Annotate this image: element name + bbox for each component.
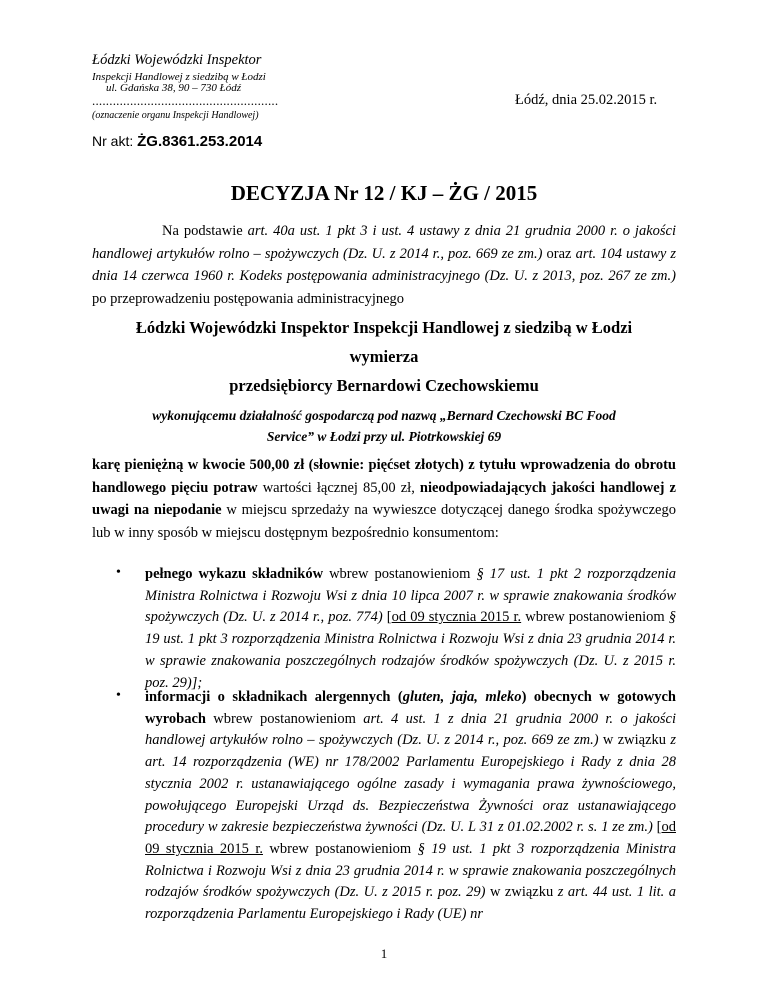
signature-dots: ...................................................... [92, 93, 279, 108]
item-law: art. 4 ust. 1 z dnia 21 grudnia 2000 r. o jakości handlowej artykułów rolno – spożywczych (Dz. U. z 2014 r., poz. 669 ze zm.) [145, 710, 676, 749]
case-number [92, 133, 262, 150]
page-number: 1 [380, 946, 388, 961]
authority-name: Łódzki Wojewódzki Inspektor [92, 52, 262, 68]
item-law: z art. 44 ust. 1 lit. a rozporządzenia Parlamentu Europejskiego i Rady (UE) nr [145, 884, 676, 923]
item-heading: pełnego wykazu składników [145, 566, 324, 582]
item-law: § 19 ust. 1 pkt 3 rozporządzenia Ministra Rolnictwa i Rozwoju Wsi z dnia 23 grudnia 2014 r. w sprawie znakowania poszczególnych rodzajów środków spożywczych (Dz. U. z 2015 r. poz. 29) [145, 840, 676, 901]
intro-law-2: art. 104 ustawy z dnia 14 czerwca 1960 r. Kodeks postępowania administracyjnego (Dz. U. z 2013, poz. 267 ze zm.) [92, 245, 677, 284]
item-allergens: gluten, jaja, mleko [402, 689, 522, 705]
item-date: od 09 stycznia 2015 r. [145, 819, 676, 857]
bullet-icon: • [116, 688, 121, 703]
item-text: wbrew postanowieniom [262, 840, 418, 857]
penalty-amount: karę pieniężną w kwocie 500,00 zł (słownie: pięćset złotych) z tytułu wprowadzenia do obrotu handlowego pięciu potraw [92, 457, 676, 496]
intro-text: oraz [542, 245, 576, 262]
item-heading: informacji o składnikach alergennych ( [145, 689, 403, 705]
item-heading: ) obecnych w gotowych wyrobach [145, 689, 676, 727]
case-number-value: ŻG.8361.253.2014 [137, 133, 263, 150]
item-text: w związku [598, 732, 671, 749]
intro-text: Na podstawie [162, 223, 248, 239]
list-item [145, 687, 676, 926]
recipient-heading: przedsiębiorcy Bernardowi Czechowskiemu [229, 376, 539, 395]
item-text: wbrew postanowieniom [323, 566, 477, 582]
list-item [145, 564, 676, 694]
organ-note: (oznaczenie organu Inspekcji Handlowej) [92, 110, 259, 121]
document-date: Łódź, dnia 25.02.2015 r. [515, 92, 658, 108]
case-number-label: Nr akt: [92, 133, 134, 149]
authority-subtitle: Inspekcji Handlowej z siedzibą w Łodzi [92, 71, 266, 83]
bullet-icon: • [116, 565, 121, 580]
item-law: z art. 14 rozporządzenia (WE) nr 178/2002 Parlamentu Europejskiego i Rady z dnia 28 stycznia 2002 r. ustanawiającego ogólne zasady i wymagania prawa żywnościowego, powołującego Europejski Urząd ds. Bezpieczeństwa Żywności oraz ustanawiającego procedury w zakresie bezpieczeństwa żywności (Dz. U. L 31 z 01.02.2002 r. s. 1 ze zm.) [145, 732, 676, 836]
penalty-text: wartości łącznej 85,00 zł, [257, 479, 420, 496]
verb-heading: wymierza [349, 347, 419, 366]
decision-title: DECYZJA Nr 12 / KJ – ŻG / 2015 [230, 181, 538, 205]
intro-text: po przeprowadzeniu postępowania administracyjnego [92, 290, 405, 307]
inspector-heading: Łódzki Wojewódzki Inspektor Inspekcji Handlowej z siedzibą w Łodzi [135, 318, 633, 337]
legal-basis-paragraph [92, 220, 676, 310]
item-law: § 17 ust. 1 pkt 2 rozporządzenia Ministra Rolnictwa i Rozwoju Wsi z dnia 10 lipca 2007 r. w sprawie znakowania środków spożywczych (Dz. U. z 2014 r., poz. 774) [145, 566, 676, 626]
penalty-reason: nieodpowiadających jakości handlowej z uwagi na niepodanie [92, 479, 676, 518]
item-law: § 19 ust. 1 pkt 3 rozporządzenia Ministra Rolnictwa i Rozwoju Wsi z dnia 23 grudnia 2014 r. w sprawie znakowania poszczególnych rodzajów środków spożywczych (Dz. U. z 2015 r. poz. 29)]; [145, 609, 676, 691]
item-text: [ [382, 609, 392, 626]
item-text: w związku [485, 884, 558, 901]
penalty-paragraph [92, 454, 676, 544]
intro-law-1: art. 40a ust. 1 pkt 3 i ust. 4 ustawy z dnia 21 grudnia 2000 r. o jakości handlowej artykułów rolno – spożywczych (Dz. U. z 2014 r., poz. 669 ze zm.) [92, 223, 676, 262]
authority-address: ul. Gdańska 38, 90 – 730 Łódź [106, 82, 242, 94]
item-date: od 09 stycznia 2015 r. [391, 609, 522, 626]
business-description: wykonującemu działalność gospodarczą pod nazwą „Bernard Czechowski BC Food Service” w Łodzi przy ul. Piotrkowskiej 69 [152, 408, 616, 444]
item-text: [ [652, 819, 662, 836]
item-text: wbrew postanowieniom [521, 609, 669, 626]
item-text: wbrew postanowieniom [205, 710, 364, 727]
penalty-text: w miejscu sprzedaży na wywieszce dotyczącej danego środka spożywczego lub w inny sposób w miejscu dostępnym bezpośrednio konsumentom: [92, 502, 676, 541]
